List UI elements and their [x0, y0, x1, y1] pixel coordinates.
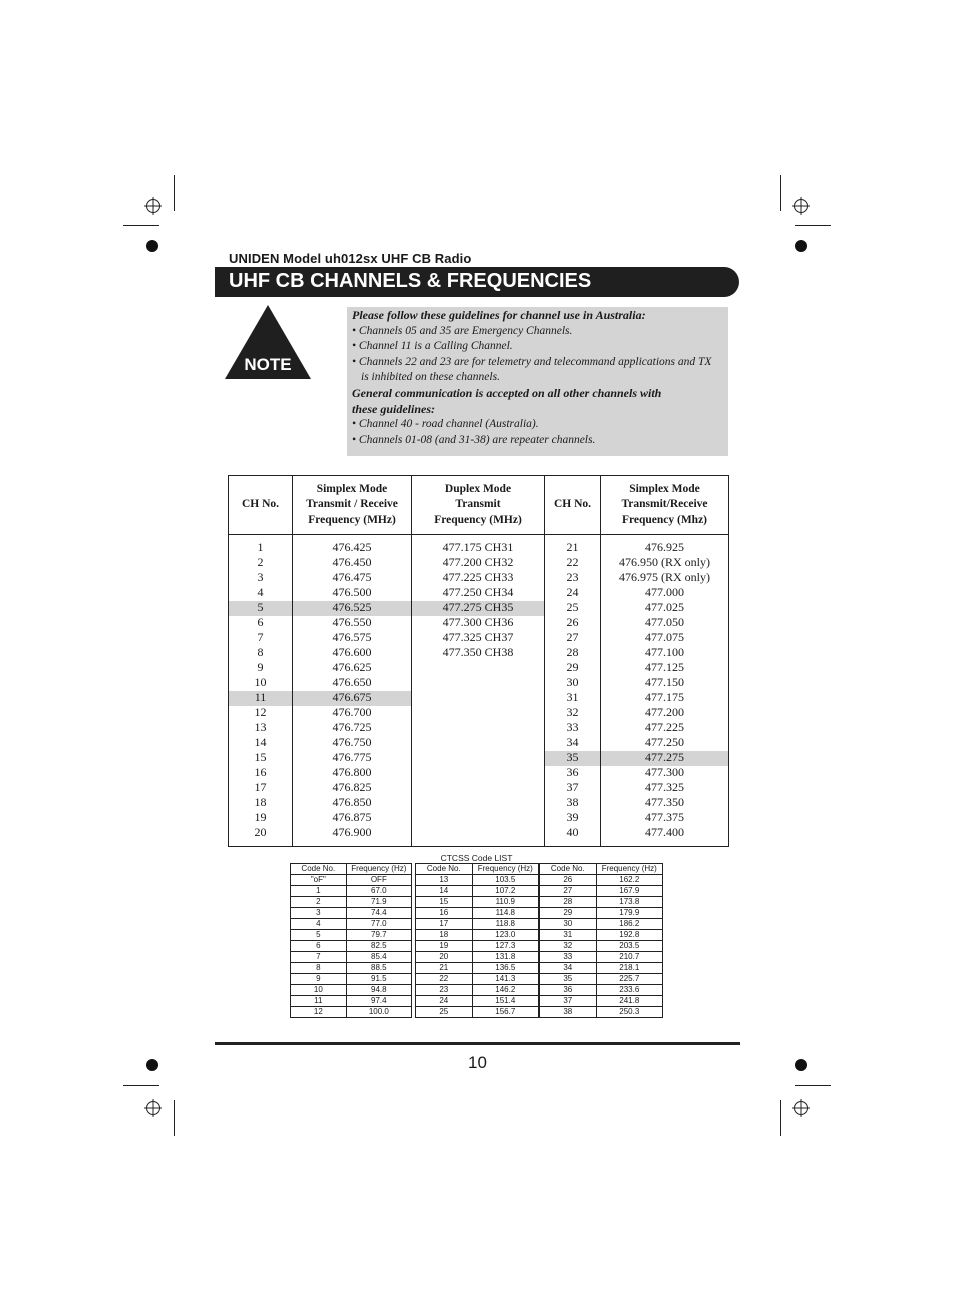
table-cell: 24: [566, 585, 579, 599]
note-warning-icon: [225, 305, 311, 379]
page-number: 10: [468, 1053, 487, 1072]
ctcss-table-1: [290, 863, 412, 1018]
ctcss-cell: 12: [291, 1007, 347, 1018]
ctcss-row: [540, 963, 663, 974]
ctcss-cell: 21: [416, 963, 473, 974]
ctcss-cell: 29: [540, 908, 597, 919]
ctcss-title: CTCSS Code LIST: [440, 853, 513, 863]
table-cell: 477.275 CH35: [442, 600, 514, 614]
table-cell: 476.975 (RX only): [619, 570, 710, 584]
table-cell: 477.175: [645, 690, 684, 704]
ctcss-cell: 156.7: [472, 1007, 538, 1018]
table-cell: 476.875: [332, 810, 372, 824]
page-title: UHF CB CHANNELS & FREQUENCIES: [229, 270, 592, 292]
table-cell: 16: [254, 765, 267, 779]
ctcss-row: [291, 919, 412, 930]
header-simplex-left: Simplex Mode Transmit / Receive Frequency (MHz): [306, 482, 398, 526]
ctcss-header-cell: Code No.: [416, 864, 473, 875]
table-cell: 10: [254, 675, 267, 689]
table-cell: 25: [566, 600, 579, 614]
ctcss-cell: 37: [540, 996, 597, 1007]
ctcss-row: [416, 875, 539, 886]
ctcss-cell: 151.4: [472, 996, 538, 1007]
ctcss-cell: 85.4: [346, 952, 411, 963]
ctcss-cell: "oF": [291, 875, 347, 886]
table-cell: 477.250 CH34: [442, 585, 514, 599]
registration-dot: [146, 1059, 158, 1071]
ctcss-row: [416, 985, 539, 996]
table-cell: 5: [257, 600, 264, 614]
ctcss-row: [416, 974, 539, 985]
ctcss-cell: 4: [291, 919, 347, 930]
ctcss-cell: 118.8: [472, 919, 538, 930]
ctcss-cell: 136.5: [472, 963, 538, 974]
ctcss-row: [540, 952, 663, 963]
guideline-item-continued: is inhibited on these channels.: [361, 371, 500, 384]
ctcss-cell: 67.0: [346, 886, 411, 897]
ctcss-cell: 162.2: [596, 875, 662, 886]
ctcss-cell: 34: [540, 963, 597, 974]
table-cell: 12: [254, 705, 267, 719]
guidelines-heading-2-continued: these guidelines:: [352, 401, 435, 416]
table-cell: 36: [566, 765, 579, 779]
ctcss-cell: 94.8: [346, 985, 411, 996]
ctcss-cell: 6: [291, 941, 347, 952]
crosshair-icon: [792, 1099, 810, 1117]
ctcss-cell: 11: [291, 996, 347, 1007]
table-cell: 476.425: [332, 540, 372, 554]
column-ch-right: [545, 540, 600, 840]
table-cell: 476.600: [332, 645, 372, 659]
ctcss-cell: 91.5: [346, 974, 411, 985]
table-cell: 477.225: [645, 720, 684, 734]
column-freq-left: [293, 540, 411, 840]
ctcss-header-cell: Frequency (Hz): [596, 864, 662, 875]
ctcss-row: [291, 908, 412, 919]
ctcss-cell: 7: [291, 952, 347, 963]
ctcss-cell: 173.8: [596, 897, 662, 908]
table-cell: 7: [257, 630, 264, 644]
ctcss-cell: 210.7: [596, 952, 662, 963]
table-cell: 477.175 CH31: [442, 540, 514, 554]
table-cell: 35: [566, 750, 579, 764]
table-cell: 476.700: [332, 705, 372, 719]
ctcss-cell: 15: [416, 897, 473, 908]
ctcss-row: [291, 1007, 412, 1018]
table-cell: 29: [566, 660, 579, 674]
ctcss-cell: 14: [416, 886, 473, 897]
table-cell: 477.275: [645, 750, 684, 764]
ctcss-table-2: [415, 863, 539, 1018]
table-cell: 4: [257, 585, 264, 599]
ctcss-row: [291, 886, 412, 897]
ctcss-cell: 250.3: [596, 1007, 662, 1018]
ctcss-cell: 28: [540, 897, 597, 908]
ctcss-cell: 22: [416, 974, 473, 985]
table-cell: 476.775: [332, 750, 372, 764]
ctcss-cell: 167.9: [596, 886, 662, 897]
ctcss-cell: 141.3: [472, 974, 538, 985]
ctcss-row: [291, 963, 412, 974]
table-cell: 31: [566, 690, 579, 704]
ctcss-row: [416, 952, 539, 963]
table-cell: 476.750: [332, 735, 372, 749]
table-cell: 21: [566, 540, 579, 554]
ctcss-row: [540, 875, 663, 886]
ctcss-cell: 123.0: [472, 930, 538, 941]
table-cell: 477.000: [645, 585, 684, 599]
column-duplex: [412, 540, 544, 660]
ctcss-cell: 110.9: [472, 897, 538, 908]
ctcss-cell: OFF: [346, 875, 411, 886]
table-cell: 2: [257, 555, 264, 569]
table-cell: 476.550: [332, 615, 372, 629]
table-cell: 477.225 CH33: [442, 570, 514, 584]
note-label: NOTE: [244, 355, 292, 374]
table-cell: 13: [254, 720, 267, 734]
table-cell: 37: [566, 780, 579, 794]
ctcss-cell: 20: [416, 952, 473, 963]
ctcss-row: [291, 985, 412, 996]
table-cell: 11: [254, 690, 267, 704]
table-cell: 476.825: [332, 780, 372, 794]
ctcss-cell: 88.5: [346, 963, 411, 974]
registration-dot: [795, 240, 807, 252]
table-cell: 477.300: [645, 765, 684, 779]
ctcss-row: [540, 908, 663, 919]
ctcss-row: [291, 941, 412, 952]
ctcss-row: [416, 941, 539, 952]
ctcss-row: [291, 875, 412, 886]
ctcss-cell: 233.6: [596, 985, 662, 996]
ctcss-row: [416, 1007, 539, 1018]
ctcss-cell: 146.2: [472, 985, 538, 996]
ctcss-cell: 35: [540, 974, 597, 985]
ctcss-cell: 30: [540, 919, 597, 930]
table-cell: 477.325: [645, 780, 684, 794]
ctcss-cell: 25: [416, 1007, 473, 1018]
table-cell: 18: [254, 795, 267, 809]
ctcss-header-cell: Frequency (Hz): [472, 864, 538, 875]
ctcss-cell: 36: [540, 985, 597, 996]
ctcss-cell: 19: [416, 941, 473, 952]
footer-rule: [215, 1042, 740, 1045]
table-cell: 477.150: [645, 675, 684, 689]
guidelines-heading: Please follow these guidelines for channel use in Australia:: [352, 308, 646, 322]
table-cell: 3: [257, 570, 264, 584]
ctcss-header-row: [540, 864, 663, 875]
table-cell: 20: [254, 825, 267, 839]
ctcss-cell: 103.5: [472, 875, 538, 886]
table-cell: 476.500: [332, 585, 372, 599]
table-cell: 30: [566, 675, 579, 689]
crosshair-icon: [144, 197, 162, 215]
ctcss-cell: 225.7: [596, 974, 662, 985]
ctcss-cell: 114.8: [472, 908, 538, 919]
ctcss-row: [416, 897, 539, 908]
channel-table: [228, 475, 729, 847]
guidelines-box: [347, 307, 728, 456]
ctcss-row: [291, 974, 412, 985]
ctcss-table-3: [539, 863, 663, 1018]
ctcss-row: [291, 996, 412, 1007]
table-cell: 476.525: [332, 600, 372, 614]
ctcss-cell: 179.9: [596, 908, 662, 919]
table-cell: 477.100: [645, 645, 684, 659]
table-cell: 26: [566, 615, 579, 629]
table-cell: 28: [566, 645, 579, 659]
ctcss-cell: 27: [540, 886, 597, 897]
ctcss-cell: 1: [291, 886, 347, 897]
crosshair-icon: [144, 1099, 162, 1117]
table-cell: 477.125: [645, 660, 684, 674]
ctcss-cell: 32: [540, 941, 597, 952]
ctcss-cell: 192.8: [596, 930, 662, 941]
crosshair-icon: [792, 197, 810, 215]
table-cell: 476.900: [332, 825, 372, 839]
header-simplex-right: Simplex Mode Transmit/Receive Frequency (Mhz): [621, 482, 708, 526]
table-cell: 476.850: [332, 795, 372, 809]
ctcss-cell: 241.8: [596, 996, 662, 1007]
ctcss-row: [416, 908, 539, 919]
table-cell: 40: [566, 825, 579, 839]
ctcss-cell: 2: [291, 897, 347, 908]
ctcss-cell: 8: [291, 963, 347, 974]
ctcss-row: [416, 930, 539, 941]
ctcss-cell: 71.9: [346, 897, 411, 908]
table-cell: 38: [566, 795, 579, 809]
title-banner: [215, 267, 739, 297]
ctcss-header-cell: Code No.: [291, 864, 347, 875]
ctcss-row: [540, 985, 663, 996]
table-cell: 477.075: [645, 630, 684, 644]
column-freq-right: [601, 540, 728, 840]
ctcss-cell: 3: [291, 908, 347, 919]
ctcss-row: [416, 886, 539, 897]
ctcss-header-row: [416, 864, 539, 875]
ctcss-cell: 26: [540, 875, 597, 886]
ctcss-cell: 186.2: [596, 919, 662, 930]
ctcss-cell: 16: [416, 908, 473, 919]
table-cell: 476.575: [332, 630, 372, 644]
table-cell: 477.250: [645, 735, 684, 749]
table-cell: 477.200: [645, 705, 684, 719]
ctcss-cell: 18: [416, 930, 473, 941]
table-cell: 22: [566, 555, 579, 569]
table-cell: 19: [254, 810, 267, 824]
guidelines-heading-2: General communication is accepted on all other channels with: [352, 385, 662, 400]
table-cell: 477.375: [645, 810, 684, 824]
ctcss-row: [540, 996, 663, 1007]
header-ch-no-right: CH No.: [553, 498, 592, 511]
ctcss-cell: 82.5: [346, 941, 411, 952]
table-cell: 34: [566, 735, 579, 749]
ctcss-cell: 100.0: [346, 1007, 411, 1018]
table-cell: 23: [566, 570, 579, 584]
table-cell: 476.675: [332, 690, 372, 704]
table-cell: 15: [254, 750, 267, 764]
table-cell: 477.325 CH37: [442, 630, 514, 644]
table-cell: 32: [566, 705, 579, 719]
table-cell: 476.450: [332, 555, 372, 569]
table-cell: 39: [566, 810, 579, 824]
table-cell: 476.650: [332, 675, 372, 689]
table-cell: 476.925: [645, 540, 684, 554]
ctcss-cell: 13: [416, 875, 473, 886]
table-cell: 477.200 CH32: [442, 555, 514, 569]
guideline-item: • Channels 22 and 23 are for telemetry and telecommand applications and TX: [352, 355, 712, 368]
ctcss-cell: 74.4: [346, 908, 411, 919]
ctcss-header-cell: Code No.: [540, 864, 597, 875]
table-cell: 477.025: [645, 600, 684, 614]
ctcss-cell: 23: [416, 985, 473, 996]
ctcss-row: [291, 952, 412, 963]
table-cell: 477.350: [645, 795, 684, 809]
ctcss-cell: 79.7: [346, 930, 411, 941]
header-duplex: Duplex Mode Transmit Frequency (MHz): [434, 482, 522, 526]
table-cell: 477.400: [645, 825, 684, 839]
registration-dot: [795, 1059, 807, 1071]
table-cell: 477.050: [645, 615, 684, 629]
ctcss-row: [540, 1007, 663, 1018]
guideline-item: • Channel 11 is a Calling Channel.: [352, 340, 513, 353]
ctcss-cell: 127.3: [472, 941, 538, 952]
registration-dot: [146, 240, 158, 252]
ctcss-row: [540, 930, 663, 941]
model-name: UNIDEN Model uh012sx UHF CB Radio: [229, 251, 472, 266]
ctcss-cell: 38: [540, 1007, 597, 1018]
column-ch-left: [229, 540, 292, 840]
ctcss-cell: 9: [291, 974, 347, 985]
table-cell: 9: [257, 660, 264, 674]
ctcss-row: [540, 941, 663, 952]
ctcss-header-row: [291, 864, 412, 875]
ctcss-row: [540, 919, 663, 930]
ctcss-cell: 131.8: [472, 952, 538, 963]
ctcss-row: [416, 963, 539, 974]
table-cell: 476.950 (RX only): [619, 555, 710, 569]
ctcss-header-cell: Frequency (Hz): [346, 864, 411, 875]
ctcss-cell: 10: [291, 985, 347, 996]
ctcss-cell: 97.4: [346, 996, 411, 1007]
ctcss-cell: 17: [416, 919, 473, 930]
ctcss-cell: 5: [291, 930, 347, 941]
ctcss-cell: 203.5: [596, 941, 662, 952]
ctcss-row: [416, 919, 539, 930]
ctcss-row: [540, 897, 663, 908]
table-cell: 6: [257, 615, 264, 629]
table-cell: 1: [257, 540, 264, 554]
table-cell: 33: [566, 720, 579, 734]
table-cell: 476.725: [332, 720, 372, 734]
ctcss-row: [291, 897, 412, 908]
ctcss-cell: 218.1: [596, 963, 662, 974]
ctcss-row: [540, 974, 663, 985]
ctcss-row: [416, 996, 539, 1007]
guideline-item: • Channels 05 and 35 are Emergency Channels.: [352, 324, 573, 337]
ctcss-row: [291, 930, 412, 941]
table-cell: 476.800: [332, 765, 372, 779]
table-cell: 27: [566, 630, 579, 644]
ctcss-row: [540, 886, 663, 897]
ctcss-cell: 24: [416, 996, 473, 1007]
table-cell: 476.475: [332, 570, 372, 584]
guideline-item: • Channel 40 - road channel (Australia).: [352, 418, 539, 431]
table-cell: 476.625: [332, 660, 372, 674]
table-cell: 8: [257, 645, 264, 659]
table-cell: 477.300 CH36: [442, 615, 514, 629]
table-cell: 477.350 CH38: [442, 645, 514, 659]
ctcss-cell: 107.2: [472, 886, 538, 897]
table-cell: 14: [254, 735, 267, 749]
ctcss-cell: 33: [540, 952, 597, 963]
header-ch-no: CH No.: [241, 498, 280, 511]
ctcss-cell: 77.0: [346, 919, 411, 930]
ctcss-cell: 31: [540, 930, 597, 941]
table-cell: 17: [254, 780, 267, 794]
guideline-item: • Channels 01-08 (and 31-38) are repeater channels.: [352, 433, 596, 446]
